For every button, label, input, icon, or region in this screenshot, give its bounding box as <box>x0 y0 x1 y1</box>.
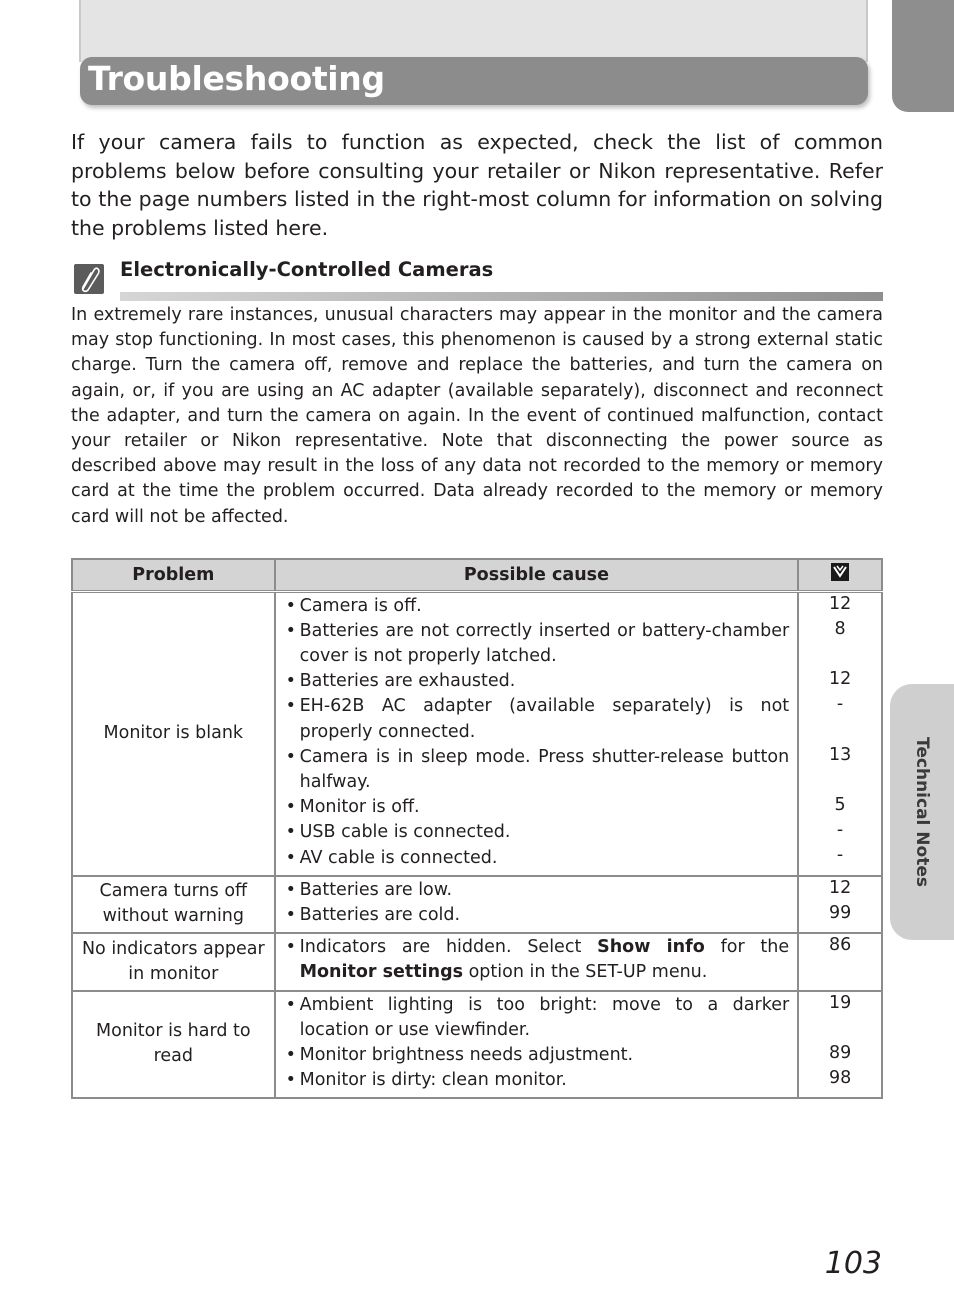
table-row <box>72 876 882 933</box>
problem-cell: Camera turns off without warning <box>72 876 275 933</box>
cause-item: • Monitor is dirty: clean monitor. <box>284 1068 790 1093</box>
header-possible-cause: Possible cause <box>275 559 799 591</box>
page-ref: 12 <box>828 593 852 614</box>
problem-cell: No indicators appear in monitor <box>72 933 275 990</box>
cause-item: • Batteries are not correctly inserted or battery-chamber cover is not properly latched. <box>284 619 790 669</box>
note-body: In extremely rare instances, unusual characters may appear in the monitor and the camera may stop functioning. In most cases, this phenomenon is caused by a strong external static charge. Turn the camera off, remove and replace the batteries, and turn the camera on again, or, if you are using an AC adapter (available separately), disconnect and reconnect the adapter, and turn the camera on again. In the event of continued malfunction, contact your retailer or Nikon representative. Note that disconnecting the power source as described above may result in the loss of any data not recorded to the memory or memory card at the time the problem occurred. Data already recorded to the memory or memory card will not be affected. <box>71 305 883 527</box>
cause-item: • EH-62B AC adapter (available separately) is not properly connected. <box>284 694 790 744</box>
page-reference-icon <box>830 562 850 582</box>
page-ref: 99 <box>828 902 852 923</box>
problem-cell: Monitor is hard to read <box>72 991 275 1099</box>
page-ref: 12 <box>828 669 852 690</box>
page-ref: 19 <box>828 992 852 1013</box>
chapter-tab <box>890 684 954 940</box>
chapter-tab-label: Technical Notes <box>912 737 932 887</box>
header-problem: Problem <box>72 559 275 591</box>
page-cell <box>798 991 882 1099</box>
note-divider <box>120 292 883 301</box>
cause-cell <box>275 876 799 933</box>
page-title: Troubleshooting <box>88 59 385 98</box>
cause-item: • Monitor is off. <box>284 795 790 820</box>
cause-item: • Indicators are hidden. Select Show info for the Monitor settings option in the SET-UP menu. <box>284 935 790 985</box>
cause-item: • Batteries are exhausted. <box>284 669 790 694</box>
table-header-row <box>72 559 882 591</box>
page-cell <box>798 876 882 933</box>
cause-item: • Ambient lighting is too bright: move to a darker location or use viewfinder. <box>284 993 790 1043</box>
cause-item: • Batteries are low. <box>284 878 790 903</box>
cause-item: • Camera is off. <box>284 594 790 619</box>
cause-cell <box>275 591 799 876</box>
cause-item: • Camera is in sleep mode. Press shutter-release button halfway. <box>284 745 790 795</box>
problem-cell: Monitor is blank <box>72 591 275 876</box>
table-row <box>72 591 882 876</box>
chapter-tab-top <box>892 0 954 112</box>
page-cell <box>798 933 882 990</box>
troubleshooting-table <box>71 558 883 1099</box>
page-ref: 89 <box>828 1042 852 1063</box>
table-row <box>72 991 882 1099</box>
table-row <box>72 933 882 990</box>
note-pencil-icon <box>74 264 104 294</box>
page-ref: 12 <box>828 877 852 898</box>
page-cell <box>798 591 882 876</box>
page-ref: - <box>836 694 844 715</box>
cause-item: • Monitor brightness needs adjustment. <box>284 1043 790 1068</box>
cause-item: • AV cable is connected. <box>284 846 790 871</box>
page-ref: 86 <box>828 935 852 956</box>
page-ref: - <box>836 845 844 866</box>
cause-item: • Batteries are cold. <box>284 903 790 928</box>
page-ref: 5 <box>834 795 846 816</box>
page-ref: - <box>836 820 844 841</box>
page-ref: 8 <box>834 618 846 639</box>
cause-cell <box>275 991 799 1099</box>
header-page <box>798 559 882 591</box>
page-ref: 13 <box>828 744 852 765</box>
note-heading: Electronically-Controlled Cameras <box>120 258 494 281</box>
cause-item: • USB cable is connected. <box>284 820 790 845</box>
intro-paragraph: If your camera fails to function as expected, check the list of common problems below before consulting your retailer or Nikon representative. Refer to the page numbers listed in the right-most column for information on solving the problems listed here. <box>71 130 883 240</box>
page-ref: 98 <box>828 1068 852 1089</box>
title-bar <box>80 57 868 105</box>
cause-cell <box>275 933 799 990</box>
header-band <box>79 0 868 62</box>
page-number: 103 <box>824 1246 882 1281</box>
